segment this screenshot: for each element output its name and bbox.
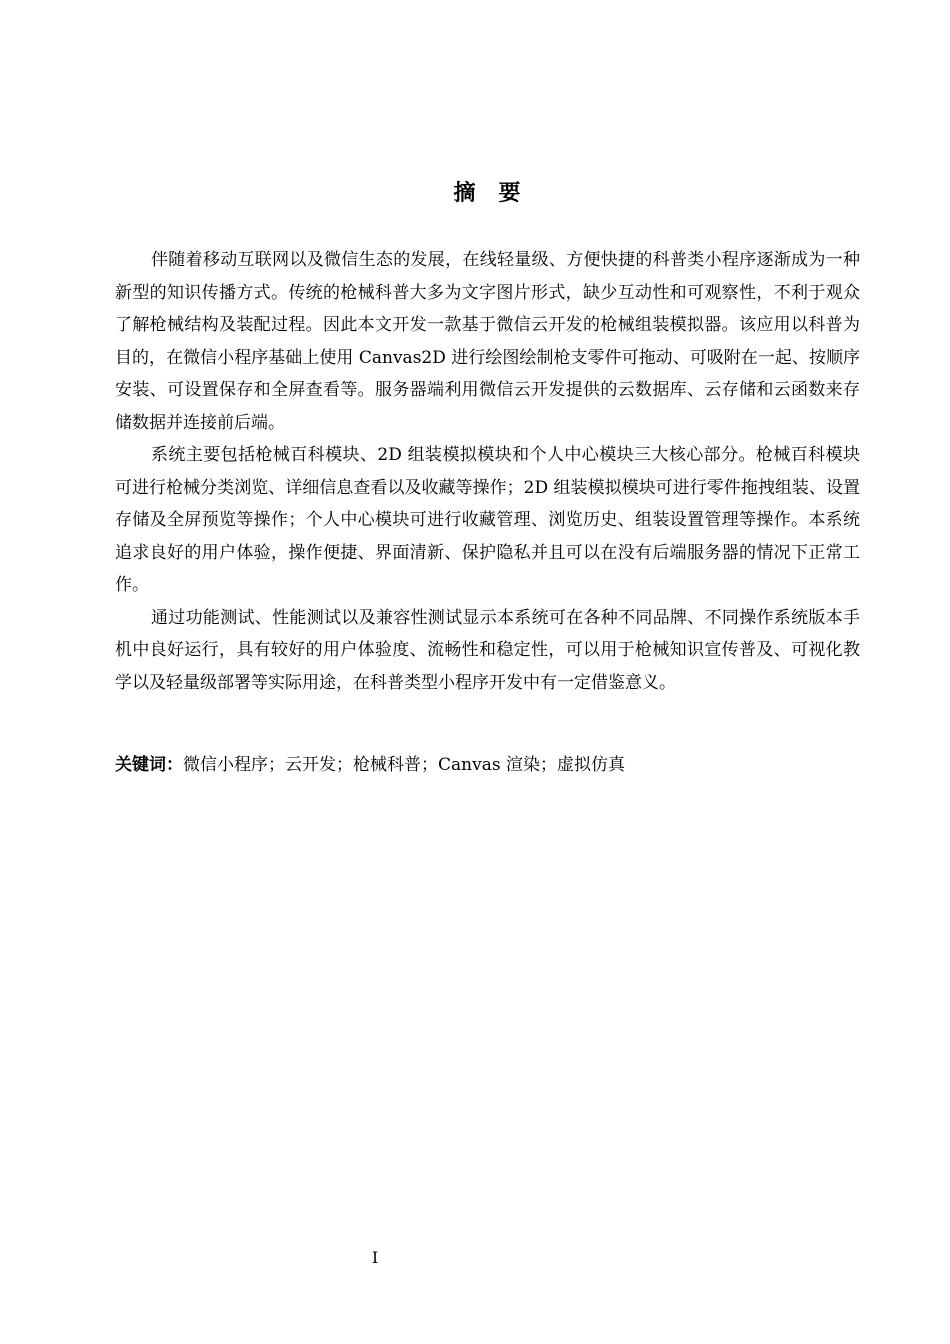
page-number: I [371,1248,379,1267]
abstract-paragraph-1: 伴随着移动互联网以及微信生态的发展，在线轻量级、方便快捷的科普类小程序逐渐成为一种新型的知识传播方式。传统的枪械科普大多为文字图片形式，缺少互动性和可观察性，不利于观众了解枪械结构及装配过程。因此本文开发一款基于微信云开发的枪械组装模拟器。该应用以科普为目的，在微信小程序基础上使用 Canvas2D 进行绘图绘制枪支零件可拖动、可吸附在一起、按顺序安装、可设置保存和全屏查看等。服务器端利用微信云开发提供的云数据库、云存储和云函数来存储数据并连接前后端。 [115,250,860,433]
keywords-line [115,749,860,781]
abstract-title-part-1: 摘 [453,181,477,206]
abstract-title [0,178,950,210]
abstract-body [115,244,860,699]
abstract-paragraph-2: 系统主要包括枪械百科模块、2D 组装模拟模块和个人中心模块三大核心部分。枪械百科模块可进行枪械分类浏览、详细信息查看以及收藏等操作；2D 组装模拟模块可进行零件拖拽组装、设置存储及全屏预览等操作；个人中心模块可进行收藏管理、浏览历史、组装设置管理等操作。本系统追求良好的用户体验，操作便捷、界面清新、保护隐私并且可以在没有后端服务器的情况下正常工作。 [115,445,860,595]
keywords-label: 关键词： [115,755,183,775]
abstract-title-part-2: 要 [498,181,522,206]
keywords-text: 微信小程序；云开发；枪械科普；Canvas 渲染；虚拟仿真 [183,755,625,775]
abstract-paragraph-3: 通过功能测试、性能测试以及兼容性测试显示本系统可在各种不同品牌、不同操作系统版本手机中良好运行，具有较好的用户体验度、流畅性和稳定性，可以用于枪械知识宣传普及、可视化教学以及轻量级部署等实际用途，在科普类型小程序开发中有一定借鉴意义。 [115,607,860,693]
